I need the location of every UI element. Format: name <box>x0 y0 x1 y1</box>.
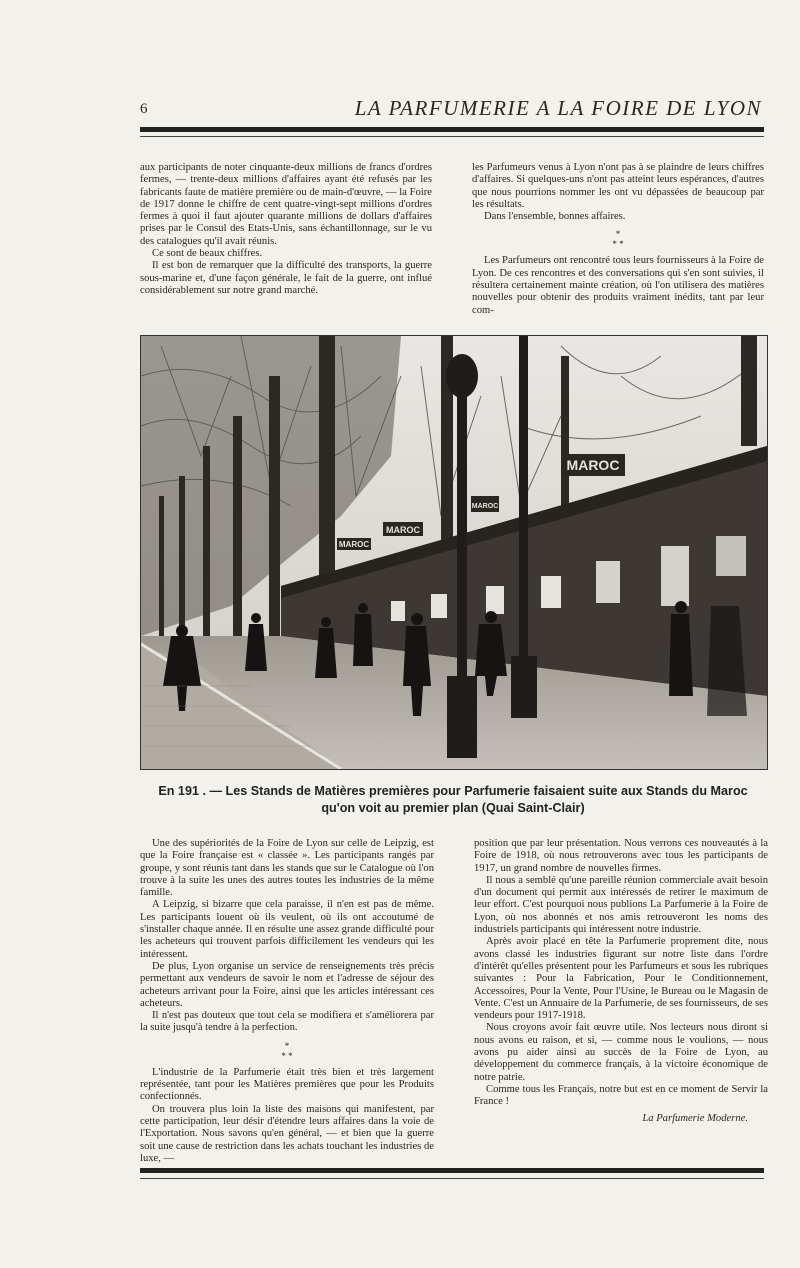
paragraph: les Parfumeurs venus à Lyon n'ont pas à se plaindre de leurs chiffres d'affaires. Si quelques-uns n'ont pas atteint leurs espérances, d'autres que nous pourrions nommer les ont vu dépassées de beaucoup par les résultats. <box>472 162 764 210</box>
maroc-sign: MAROC <box>471 503 499 510</box>
photo-illustration <box>141 336 767 769</box>
paragraph: Les Parfumeurs ont rencontré tous leurs fournisseurs à la Foire de Lyon. De ces rencontres et des conversations qui s'en sont suivies, il résultera certainement mainte création, où l'on utilisera des matières nouvelles pour obtenir des produits vraiment inédits, tant par leur com- <box>472 255 764 316</box>
bottom-right-column <box>474 838 768 1125</box>
paragraph: aux participants de noter cinquante-deux millions de francs d'ordres fermes, — trente-deux millions d'affaires ayant été refusés par les fabricants faute de matière première ou de main-d'œuvre, — la Foire de 1917 donne le chiffre de cent quatre-vingt-sept millions d'ordres fermes à quoi il faut ajouter quarante millions de dollars d'affaires prises par le Consul des Etats-Unis, sans échantillonnage, sur le vu des catalogues qu'il avait réunis. <box>140 162 432 247</box>
signature: La Parfumerie Moderne. <box>642 1112 748 1124</box>
paragraph: Une des supériorités de la Foire de Lyon sur celle de Leipzig, est que la Foire française est « classée ». Les participants rangés par groupe, y sont réunis tant dans les stands que sur le Catalogue où l'on trouve à la suite les unes des autres toutes les industries de la même famille. <box>140 838 434 899</box>
paragraph: Il est bon de remarquer que la difficulté des transports, la guerre sous-marine et, d'une façon générale, le fait de la guerre, ont influé considérablement sur notre grand marché. <box>140 260 432 296</box>
page-number: 6 <box>140 101 148 117</box>
caption-line: qu'on voit au premier plan (Quai Saint-Clair) <box>321 801 585 815</box>
section-separator-stars: * * * <box>612 229 624 250</box>
footer-rule <box>140 1168 764 1173</box>
paragraph: Ce sont de beaux chiffres. <box>152 248 263 260</box>
top-right-column <box>472 162 764 317</box>
maroc-sign: MAROC <box>566 457 620 473</box>
maroc-sign: MAROC <box>338 540 370 549</box>
section-separator-stars: * * * <box>281 1040 293 1061</box>
paragraph: Il n'est pas douteux que tout cela se modifiera et s'améliorera par la suite jusqu'à tendre à la perfection. <box>140 1010 434 1034</box>
photo-caption <box>140 783 766 817</box>
running-title: LA PARFUMERIE A LA FOIRE DE LYON <box>354 96 762 120</box>
paragraph: On trouvera plus loin la liste des maisons qui manifestent, par cette participation, leur désir d'étendre leurs affaires dans la voie de l'Exportation. Nous savons qu'en général, — et bien que la guerre soit une cause de restriction dans les achats touchant les industries de luxe, — <box>140 1103 434 1164</box>
fair-photograph <box>140 335 768 770</box>
paragraph: A Leipzig, si bizarre que cela paraisse, il n'en est pas de même. Les participants louent où ils veulent, où ils ont accoutumé de s'installer chaque année. Il en résulte une assez grande difficulté pour les acheteurs qui trouvent parfois difficilement les vendeurs qui les intéressent. <box>140 899 434 960</box>
top-left-column <box>140 162 432 297</box>
maroc-sign: MAROC <box>386 525 420 535</box>
paragraph: Nous croyons avoir fait œuvre utile. Nos lecteurs nous diront si nous avons eu raison, et si, — comme nous le voulions, — nous avons pu aider ainsi au succès de la Foire de Lyon, au développement du commerce français, à la victoire économique de notre patrie. <box>474 1022 768 1083</box>
footer-rule-thin <box>140 1178 764 1179</box>
paragraph: position que par leur présentation. Nous verrons ces nouveautés à la Foire de 1918, où nous retrouverons avec tous les participants de 1917, un grand nombre de nouvelles firmes. <box>474 838 768 874</box>
header-rule <box>140 127 764 132</box>
paragraph: Après avoir placé en tête la Parfumerie proprement dite, nous avons classé les industries figurant sur notre liste dans l'ordre d'intérêt qu'elles présentent pour les Parfumeurs et sous les rubriques suivantes : Pour la Fabrication, Pour le Conditionnement, Accessoires, Pour la Vente, Pour l'Usine, le Bureau ou le Magasin de Vente. C'est un Annuaire de la Parfumerie, de ses fournisseurs, de ses vendeurs pour 1917-1918. <box>474 936 768 1022</box>
paragraph: L'industrie de la Parfumerie était très bien et très largement représentée, tant pour les Matières premières que pour les Produits confectionnés. <box>140 1066 434 1103</box>
paragraph: Il nous a semblé qu'une pareille réunion commerciale avait besoin d'un document qui permit aux intéressés de retirer le maximum de leur effort. C'est pourquoi nous publions La Parfumerie à la Foire de Lyon, où nos abonnés et nos amis retrouveront les noms des industriels participants qui intéressent notre industrie. <box>474 874 768 936</box>
caption-line: En 191 . — Les Stands de Matières premières pour Parfumerie faisaient suite aux Stands du Maroc <box>158 784 748 798</box>
paragraph: Dans l'ensemble, bonnes affaires. <box>484 211 626 223</box>
bottom-left-column <box>140 838 434 1165</box>
paragraph: Comme tous les Français, notre but est en ce moment de Servir la France ! <box>474 1083 768 1108</box>
paragraph: De plus, Lyon organise un service de renseignements très précis permettant aux vendeurs de savoir le nom et l'adresse de séjour des acheteurs arrivant pour la Foire, ainsi que les articles intéressant ces acheteurs. <box>140 960 434 1009</box>
header-rule-thin <box>140 136 764 137</box>
